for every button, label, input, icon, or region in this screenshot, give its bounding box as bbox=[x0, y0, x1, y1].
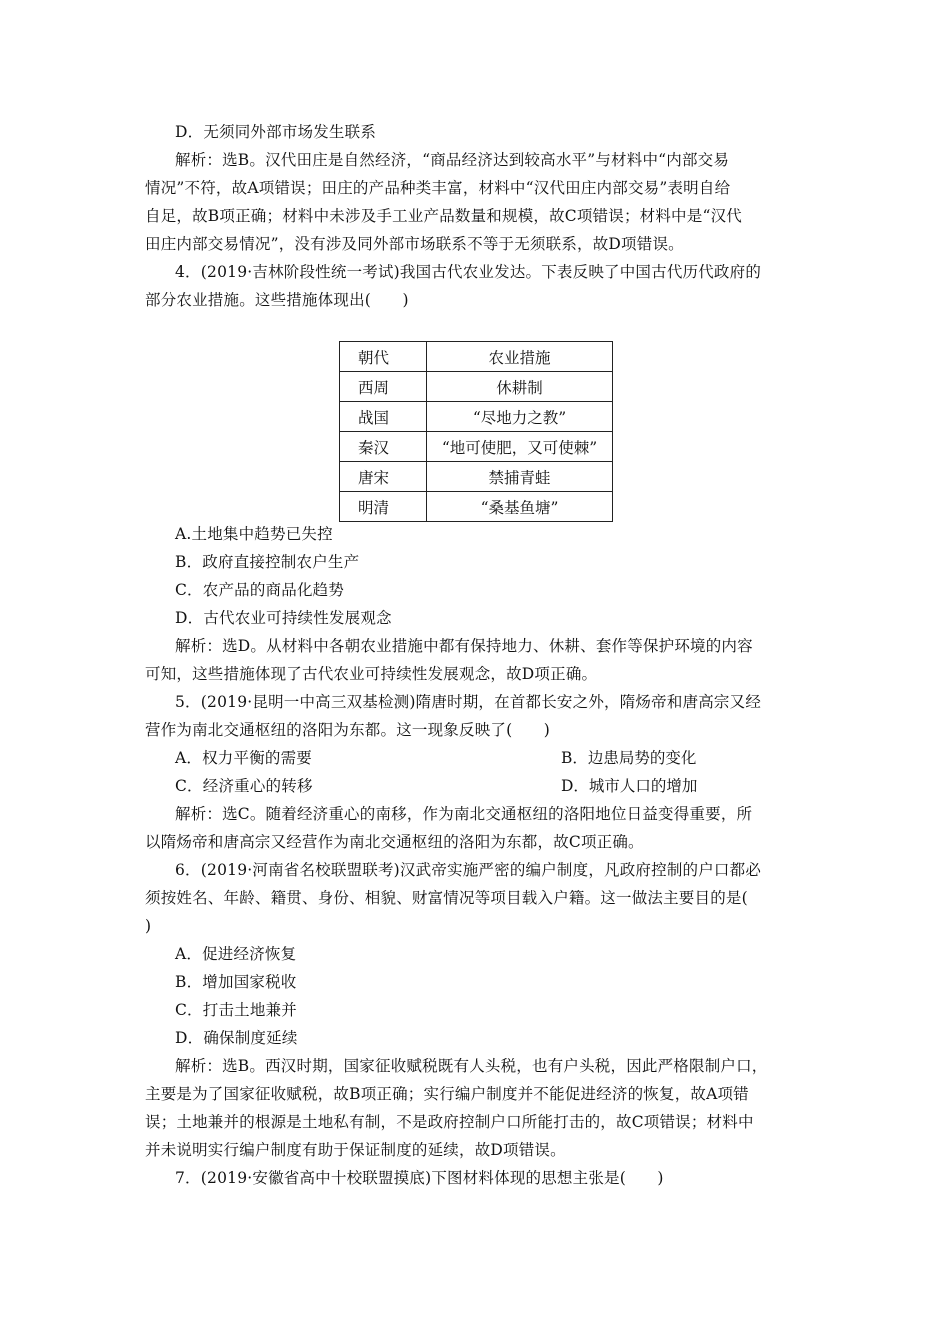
question-4-line2: 部分农业措施。这些措施体现出( ) bbox=[145, 291, 409, 309]
table-header-cell: 朝代 bbox=[340, 342, 427, 372]
option-a-q6: A．促进经济恢复 bbox=[175, 945, 297, 963]
table-cell: 西周 bbox=[340, 372, 427, 402]
option-c-q6: C．打击土地兼并 bbox=[175, 1001, 297, 1019]
option-d-q3: D．无须同外部市场发生联系 bbox=[175, 123, 377, 141]
option-d-q4: D．古代农业可持续性发展观念 bbox=[175, 609, 392, 627]
table-cell: 休耕制 bbox=[427, 372, 613, 402]
question-4-line1: 4．(2019·吉林阶段性统一考试)我国古代农业发达。下表反映了中国古代历代政府的 bbox=[175, 263, 762, 281]
table-header-cell: 农业措施 bbox=[427, 342, 613, 372]
question-7-line1: 7．(2019·安徽省高中十校联盟摸底)下图材料体现的思想主张是( ) bbox=[175, 1169, 664, 1187]
question-6-line3: ) bbox=[145, 917, 152, 935]
option-c-q4: C．农产品的商品化趋势 bbox=[175, 581, 345, 599]
option-a-q5: A．权力平衡的需要 bbox=[175, 749, 312, 767]
analysis-q4-line1: 解析：选D。从材料中各朝农业措施中都有保持地力、休耕、套作等保护环境的内容 bbox=[175, 637, 753, 655]
analysis-q4-line2: 可知，这些措施体现了古代农业可持续性发展观念，故D项正确。 bbox=[145, 665, 598, 683]
analysis-q3-line4: 田庄内部交易情况”，没有涉及同外部市场联系不等于无须联系，故D项错误。 bbox=[145, 235, 684, 253]
analysis-q5-line2: 以隋炀帝和唐高宗又经营作为南北交通枢纽的洛阳为东都，故C项正确。 bbox=[145, 833, 644, 851]
option-b-q6: B．增加国家税收 bbox=[175, 973, 297, 991]
analysis-q6-line4: 并未说明实行编户制度有助于保证制度的延续，故D项错误。 bbox=[145, 1141, 566, 1159]
option-c-q5: C．经济重心的转移 bbox=[175, 777, 313, 795]
table-row bbox=[340, 372, 613, 402]
table-cell: “尽地力之教” bbox=[427, 402, 613, 432]
option-d-q6: D．确保制度延续 bbox=[175, 1029, 298, 1047]
table-header-row bbox=[340, 342, 613, 372]
option-b-q5: B．边患局势的变化 bbox=[561, 749, 697, 767]
analysis-q3-line2: 情况”不符，故A项错误；田庄的产品种类丰富，材料中“汉代田庄内部交易”表明自给 bbox=[145, 179, 731, 197]
table-cell: 唐宋 bbox=[340, 462, 427, 492]
option-b-q4: B．政府直接控制农户生产 bbox=[175, 553, 360, 571]
analysis-q6-line3: 误；土地兼并的根源是土地私有制，不是政府控制户口所能打击的，故C项错误；材料中 bbox=[145, 1113, 754, 1131]
table-cell: “桑基鱼塘” bbox=[427, 492, 613, 522]
table-row bbox=[340, 432, 613, 462]
option-d-q5: D．城市人口的增加 bbox=[561, 777, 698, 795]
question-5-line2: 营作为南北交通枢纽的洛阳为东都。这一现象反映了( ) bbox=[145, 721, 550, 739]
table-cell: 明清 bbox=[340, 492, 427, 522]
analysis-q3-line1: 解析：选B。汉代田庄是自然经济，“商品经济达到较高水平”与材料中“内部交易 bbox=[175, 151, 730, 169]
question-6-line2: 须按姓名、年龄、籍贯、身份、相貌、财富情况等项目载入户籍。这一做法主要目的是( bbox=[145, 889, 748, 907]
option-a-q4: A.土地集中趋势已失控 bbox=[175, 525, 333, 543]
analysis-q6-line2: 主要是为了国家征收赋税，故B项正确；实行编户制度并不能促进经济的恢复，故A项错 bbox=[145, 1085, 749, 1103]
table-row bbox=[340, 462, 613, 492]
table-cell: 秦汉 bbox=[340, 432, 427, 462]
question-6-line1: 6．(2019·河南省名校联盟联考)汉武帝实施严密的编户制度，凡政府控制的户口都必 bbox=[175, 861, 762, 879]
table-cell: 禁捕青蛙 bbox=[427, 462, 613, 492]
analysis-q6-line1: 解析：选B。西汉时期，国家征收赋税既有人头税，也有户头税，因此严格限制户口， bbox=[175, 1057, 768, 1075]
analysis-q5-line1: 解析：选C。随着经济重心的南移，作为南北交通枢纽的洛阳地位日益变得重要，所 bbox=[175, 805, 753, 823]
table-cell: “地可使肥，又可使棘” bbox=[427, 432, 613, 462]
table-cell: 战国 bbox=[340, 402, 427, 432]
question-5-line1: 5．(2019·昆明一中高三双基检测)隋唐时期，在首都长安之外，隋炀帝和唐高宗又经 bbox=[175, 693, 762, 711]
table-row bbox=[340, 402, 613, 432]
analysis-q3-line3: 自足，故B项正确；材料中未涉及手工业产品数量和规模，故C项错误；材料中是“汉代 bbox=[145, 207, 742, 225]
table-row bbox=[340, 492, 613, 522]
agriculture-measures-table bbox=[339, 341, 613, 522]
